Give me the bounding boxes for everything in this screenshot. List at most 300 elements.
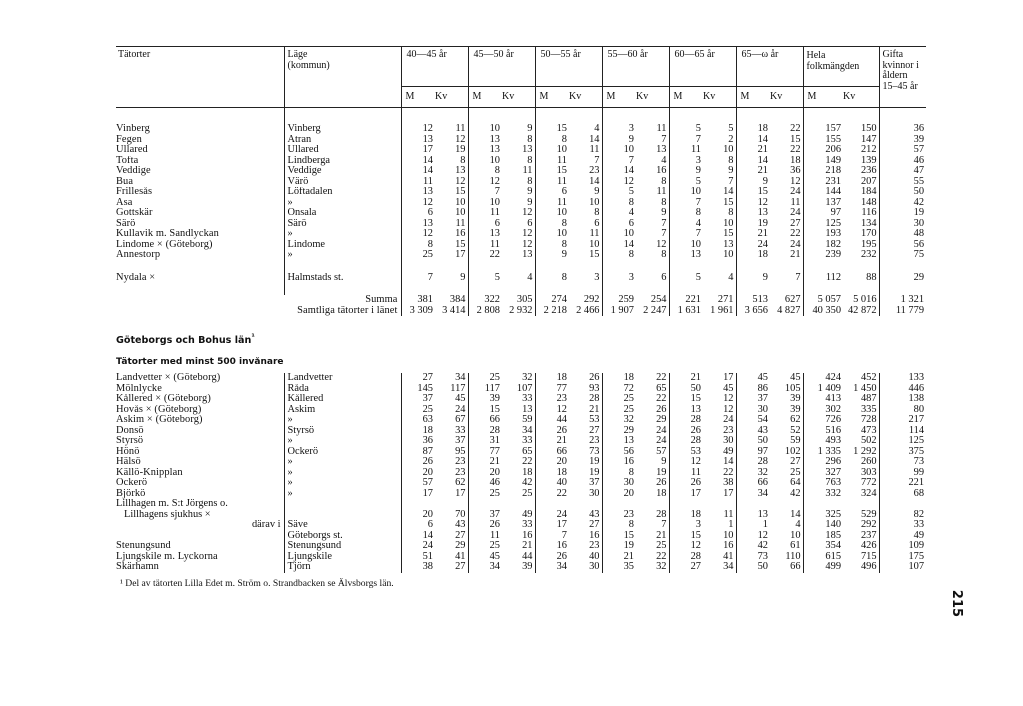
value-cell: 6 [594,218,600,229]
header-age-65-plus: 65—ω år [736,47,803,87]
value-cell: 75 [879,250,926,261]
value-cell: 117 [450,383,466,394]
value-cell: 13 [736,208,770,219]
value-cell: 9 [661,208,667,218]
value-cell: 8 [661,250,667,260]
value-cell: 21 [736,145,770,156]
value-cell: 14 [736,135,770,146]
value-cell: 375 [879,447,926,458]
value-cell: 12 [535,405,569,416]
value-cell: 13 [455,166,466,176]
header-m: M [602,87,636,108]
header-kv: Kv [770,87,803,108]
municipality-name: Ätran [284,135,401,146]
value-cell: 12 [401,229,435,240]
value-cell: 8 [661,176,667,187]
value-cell: 32 [602,415,636,426]
value-cell: 11 [535,177,569,188]
value-cell: 148 [860,197,877,208]
value-cell: 19 [736,219,770,230]
header-m: M [401,87,435,108]
value-cell: 11 [522,166,533,176]
table-row [116,273,926,284]
value-cell: 9 [669,166,703,177]
value-cell: 49 [723,446,734,457]
value-cell: 22 [790,124,801,134]
value-cell: 10 [602,229,636,240]
municipality-name: » [284,436,401,447]
value-cell: 39 [879,135,926,146]
population-age-table [116,46,926,589]
value-cell: 7 [401,273,435,284]
value-cell: 9 [602,135,636,146]
table-row [116,135,926,146]
value-cell: 32 [522,373,533,384]
table-row [116,166,926,177]
value-cell: 27 [790,218,801,229]
value-cell: 2 808 [468,306,502,317]
value-cell: 53 [589,415,600,426]
municipality-name: Löftadalen [284,187,401,198]
town-name: Björkö [116,488,146,499]
value-cell: 10 [669,187,703,198]
value-cell: 21 [468,457,502,468]
value-cell: 8 [602,468,636,479]
value-cell: 22 [656,373,667,384]
value-cell: 8 [468,166,502,177]
value-cell: 62 [790,415,801,426]
value-cell: 28 [589,394,600,405]
value-cell: 9 [527,197,533,208]
value-cell: 8 [728,155,734,166]
value-cell: 19 [455,145,466,155]
municipality-name: Särö [284,219,401,230]
table-row [116,405,926,416]
value-cell: 33 [522,436,533,447]
value-cell: 322 [468,295,502,306]
value-cell: 8 [527,176,533,187]
value-cell: 73 [589,446,600,457]
value-cell: 6 [661,272,667,283]
value-cell: 529 [860,508,877,520]
value-cell: 10 [535,208,569,219]
value-cell: 19 [589,467,600,478]
value-cell: 11 [723,508,734,520]
value-cell: 57 [879,145,926,156]
value-cell: 14 [723,457,734,468]
value-cell: 12 [723,394,734,405]
value-cell: 7 [661,218,667,229]
header-age-50-55: 50—55 år [535,47,602,87]
value-cell: 14 [589,176,600,187]
value-cell: 17 [455,488,466,499]
value-cell: 27 [401,373,435,384]
value-cell: 30 [879,219,926,230]
value-cell: 424 [803,373,843,384]
value-cell: 2 932 [509,305,533,316]
value-cell: 212 [860,145,877,155]
value-cell: 11 [790,197,801,208]
value-cell: 37 [468,499,502,520]
value-cell: 17 [669,489,703,500]
value-cell: 332 [803,489,843,500]
value-cell: 11 [468,531,502,542]
town-name: Gottskär [116,208,153,218]
table-row [116,447,926,458]
value-cell: 12 [656,239,667,250]
header-total-population: Hela folkmängden [803,47,879,87]
value-cell: 1 321 [879,295,926,306]
value-cell: 34 [723,562,734,573]
value-cell: 50 [669,384,703,395]
value-cell: 15 [669,531,703,542]
value-cell: 48 [879,229,926,240]
header-m: M [803,87,843,108]
value-cell: 10 [535,229,569,240]
value-cell: 8 [602,520,636,531]
value-cell: 6 [527,218,533,229]
value-cell: 28 [468,426,502,437]
table-row [116,552,926,563]
header-kv: Kv [435,87,468,108]
value-cell: 24 [790,239,801,250]
municipality-name: » [284,478,401,489]
value-cell: 13 [522,250,533,260]
value-cell: 15 [455,187,466,197]
value-cell: 93 [589,383,600,394]
value-cell: 133 [879,373,926,384]
value-cell: 487 [860,394,877,405]
value-cell: 5 [669,124,703,135]
value-cell: 95 [455,446,466,457]
value-cell: 30 [602,478,636,489]
value-cell: 615 [803,552,843,563]
value-cell: 16 [455,229,466,239]
value-cell: 11 [589,145,600,155]
value-cell: 21 [522,541,533,552]
table-row [116,478,926,489]
value-cell: 8 [602,250,636,261]
town-name: Hönö [116,446,140,457]
value-cell: 16 [602,457,636,468]
value-cell: 9 [594,187,600,197]
value-cell: 26 [468,520,502,531]
value-cell: 29 [879,273,926,284]
value-cell: 17 [535,520,569,531]
value-cell: 1 961 [710,305,734,316]
value-cell: 66 [790,562,801,573]
header-age-60-65: 60—65 år [669,47,736,87]
header-kv: Kv [703,87,736,108]
value-cell: 14 [401,166,435,177]
table-row [116,394,926,405]
header-kv: Kv [843,87,879,108]
value-cell: 25 [602,405,636,416]
value-cell: 231 [803,177,843,188]
value-cell: 22 [656,551,667,562]
value-cell: 80 [879,405,926,416]
header-age-45-50: 45—50 år [468,47,535,87]
value-cell: 11 [656,124,667,134]
value-cell: 117 [468,384,502,395]
municipality-name: Vinberg [284,124,401,135]
value-cell: 18 [535,373,569,384]
value-cell: 99 [879,468,926,479]
value-cell: 24 [723,415,734,426]
table-row [116,562,926,573]
value-cell: 37 [589,478,600,489]
value-cell: 140 [803,520,843,531]
value-cell: 157 [803,124,843,135]
value-cell: 413 [803,394,843,405]
table-row [116,250,926,261]
value-cell: 1 409 [803,384,843,395]
value-cell: 36 [401,436,435,447]
value-cell: 56 [602,447,636,458]
value-cell: 26 [589,373,600,384]
value-cell: 8 [401,240,435,251]
value-cell: 4 [669,219,703,230]
value-cell: 34 [468,562,502,573]
value-cell: 16 [723,541,734,552]
value-cell: 221 [879,478,926,489]
value-cell: 193 [803,229,843,240]
value-cell: 29 [602,426,636,437]
municipality-name: » [284,468,401,479]
header-m: M [468,87,502,108]
value-cell: 20 [468,468,502,479]
value-cell: 13 [669,405,703,416]
value-cell: 40 350 [803,306,843,317]
value-cell: 25 [656,541,667,552]
value-cell: 26 [401,457,435,468]
value-cell: 5 016 [853,295,877,305]
value-cell: 12 [455,176,466,187]
value-cell: 38 [401,562,435,573]
value-cell: 292 [860,520,877,531]
value-cell: 16 [589,530,600,541]
value-cell: 35 [602,562,636,573]
value-cell: 217 [879,415,926,426]
value-cell: 10 [535,145,569,156]
value-cell: 109 [879,541,926,552]
value-cell: 125 [803,219,843,230]
value-cell: 7 [669,198,703,209]
value-cell: 21 [736,229,770,240]
value-cell: 19 [589,457,600,468]
value-cell: 31 [468,436,502,447]
value-cell: 14 [589,134,600,145]
value-cell: 29 [455,541,466,552]
value-cell: 15 [723,229,734,239]
value-cell: 49 [879,531,926,542]
value-cell: 728 [860,415,877,426]
value-cell: 65 [656,383,667,394]
value-cell: 39 [790,404,801,415]
value-cell: 116 [861,208,877,218]
value-cell: 4 [661,155,667,166]
value-cell: 6 [401,208,435,219]
value-cell: 70 [455,508,466,520]
value-cell: 102 [784,446,801,457]
value-cell: 73 [736,552,770,563]
municipality-name: Stenungsund [284,541,401,552]
value-cell: 354 [803,541,843,552]
value-cell: 20 [401,468,435,479]
value-cell: 125 [879,436,926,447]
value-cell: 23 [455,467,466,478]
table-row [116,541,926,552]
value-cell: 155 [803,135,843,146]
value-cell: 67 [455,415,466,426]
value-cell: 24 [535,499,569,520]
value-cell: 52 [790,425,801,436]
value-cell: 4 [728,272,734,283]
value-cell: 23 [602,499,636,520]
value-cell: 50 [736,562,770,573]
value-cell: 384 [449,295,466,305]
value-cell: 24 [790,208,801,218]
value-cell: 13 [401,135,435,146]
value-cell: 114 [879,426,926,437]
municipality-name: » [284,229,401,240]
value-cell: 42 [879,198,926,209]
table-row [116,156,926,167]
value-cell: 1 [736,520,770,531]
value-cell: 12 [669,457,703,468]
town-name: Styrsö [116,436,144,447]
value-cell: 15 [468,405,502,416]
value-cell: 57 [401,478,435,489]
value-cell: 33 [879,520,926,531]
value-cell: 137 [803,198,843,209]
header-kv: Kv [569,87,602,108]
town-name: Hälsö [116,457,141,468]
value-cell: 11 [589,229,600,239]
value-cell: 381 [401,295,435,306]
value-cell: 16 [522,530,533,541]
value-cell: 221 [669,295,703,306]
footnote: ¹ Del av tätorten Lilla Edet m. Ström o. Strandbacken se Älvsborgs län. [120,577,394,589]
value-cell: 43 [736,426,770,437]
town-name: Donsö [116,425,144,436]
municipality-name: » [284,198,401,209]
value-cell: 24 [656,425,667,436]
value-cell: 3 [669,156,703,167]
value-cell: 30 [589,562,600,573]
value-cell: 105 [784,383,801,394]
value-cell: 66 [535,447,569,458]
value-cell: 3 309 [401,306,435,317]
value-cell: 27 [669,562,703,573]
value-cell: 15 [602,531,636,542]
value-cell: 16 [656,166,667,176]
value-cell: 17 [401,489,435,500]
value-cell: 1 907 [602,306,636,317]
town-name: Vinberg [116,124,150,134]
value-cell: 13 [401,219,435,230]
value-cell: 207 [860,176,877,187]
municipality-name: » [284,250,401,261]
value-cell: 10 [468,198,502,209]
value-cell: 2 247 [643,305,667,316]
value-cell: 10 [723,250,734,260]
value-cell: 24 [455,404,466,415]
municipality-name: Askim [284,405,401,416]
value-cell: 259 [602,295,636,306]
value-cell: 10 [790,530,801,541]
value-cell: 303 [860,467,877,478]
value-cell: 23 [589,436,600,447]
table-row [116,208,926,219]
value-cell: 18 [790,155,801,166]
value-cell: 24 [790,187,801,197]
value-cell: 4 [527,272,533,283]
value-cell: 254 [650,295,667,305]
value-cell: 97 [736,447,770,458]
value-cell: 33 [522,394,533,405]
value-cell: 14 [602,240,636,251]
value-cell: 22 [468,250,502,261]
value-cell: 22 [723,467,734,478]
value-cell: 47 [879,166,926,177]
municipality-name: Säve [284,520,401,531]
value-cell: 12 [468,177,502,188]
value-cell: 13 [522,404,533,415]
value-cell: 12 [522,229,533,239]
value-cell: 68 [879,489,926,500]
value-cell: 4 [594,124,600,134]
table-row [116,531,926,542]
value-cell: 324 [860,488,877,499]
value-cell: 28 [669,436,703,447]
value-cell: 206 [803,145,843,156]
town-name: Mölnlycke [116,383,162,394]
table-row [116,219,926,230]
value-cell: 763 [803,478,843,489]
value-cell: 516 [803,426,843,437]
value-cell: 26 [669,478,703,489]
value-cell: 15 [736,187,770,198]
value-cell: 39 [790,394,801,405]
value-cell: 32 [736,468,770,479]
value-cell: 20 [535,457,569,468]
value-cell: 73 [879,457,926,468]
value-cell: 21 [669,373,703,384]
value-cell: 13 [468,145,502,156]
municipality-name: Öckerö [284,447,401,458]
value-cell: 42 [790,488,801,499]
value-cell: 40 [589,551,600,562]
town-subnote: därav i [251,520,281,531]
town-name: Hovås × (Göteborg) [116,404,202,415]
municipality-name: Tjörn [284,562,401,573]
value-cell: 46 [468,478,502,489]
value-cell: 57 [656,446,667,457]
value-cell: 3 414 [442,305,466,316]
value-cell: 23 [589,166,600,176]
value-cell: 11 779 [879,306,926,317]
value-cell: 13 [669,250,703,261]
value-cell: 19 [656,467,667,478]
value-cell: 59 [522,415,533,426]
value-cell: 10 [455,197,466,208]
municipality-name: Onsala [284,208,401,219]
value-cell: 23 [455,457,466,468]
value-cell: 292 [583,295,600,305]
value-cell: 9 [736,273,770,284]
value-cell: 25 [522,488,533,499]
